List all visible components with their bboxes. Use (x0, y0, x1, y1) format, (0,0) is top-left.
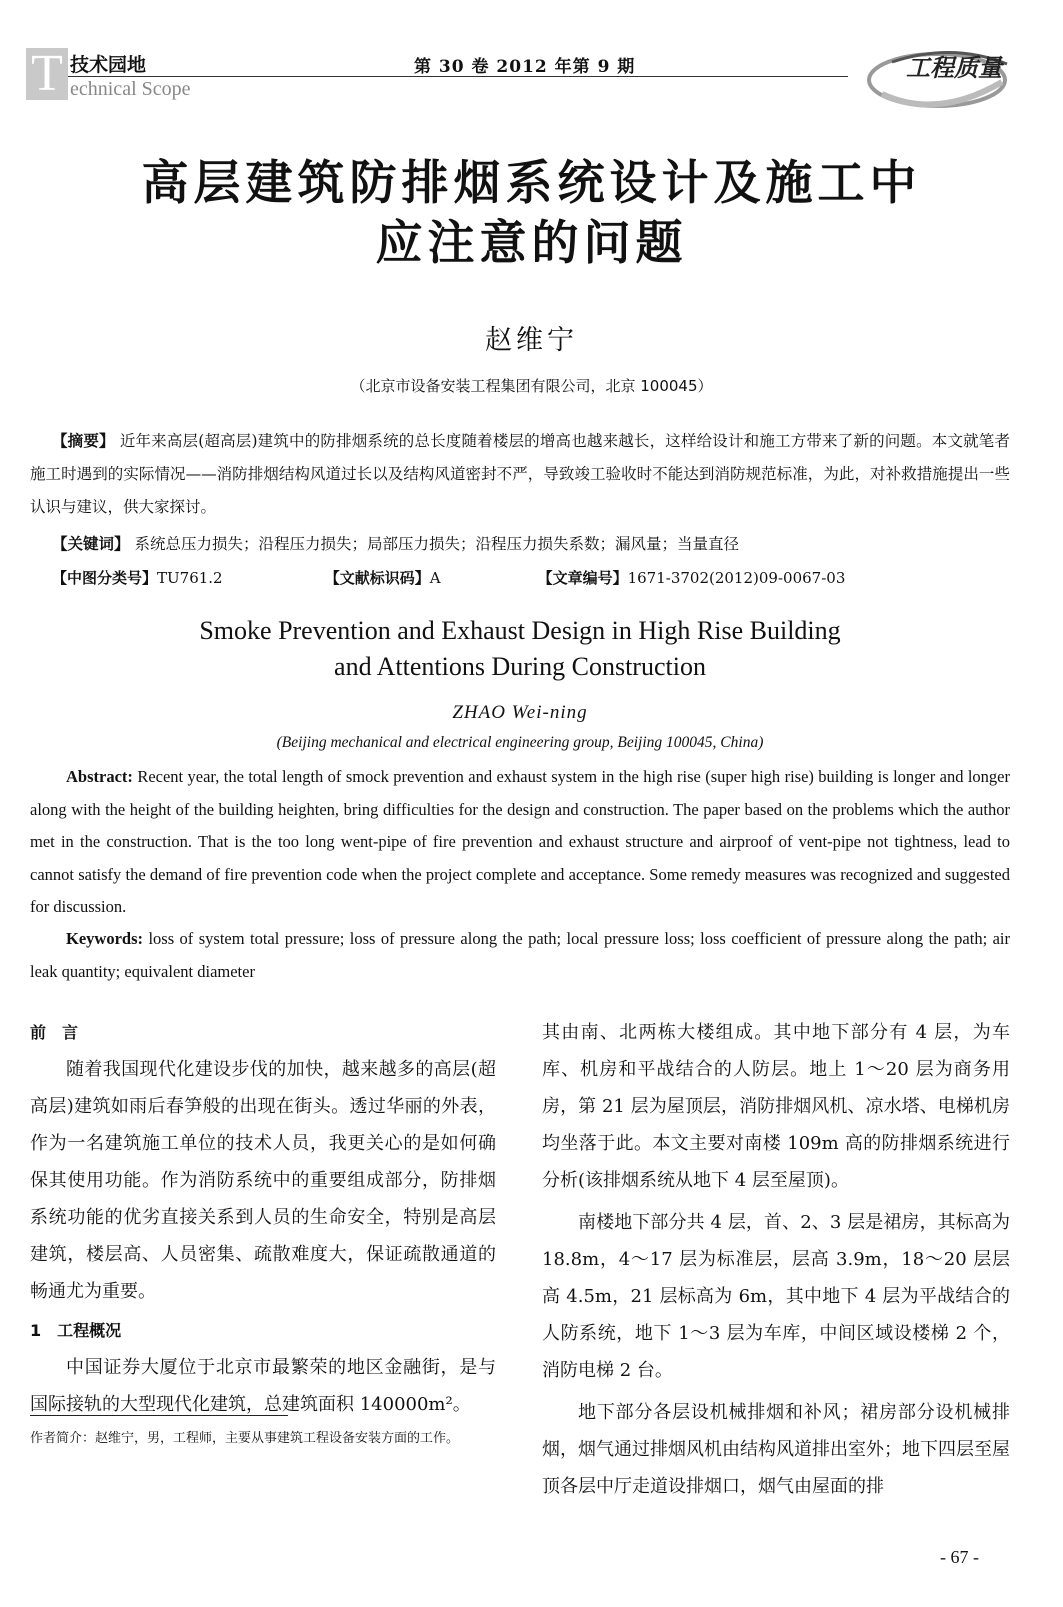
abstract-cn-label: 【摘要】 (52, 432, 115, 450)
keywords-cn-label: 【关键词】 (52, 535, 130, 553)
abstract-en (30, 761, 1010, 924)
journal-logo-text: 工程质量 (906, 54, 1002, 82)
english-title-line1: Smoke Prevention and Exhaust Design in High Rise Building (199, 616, 841, 645)
body-left-column (30, 1014, 496, 1423)
author-footnote: 作者简介：赵维宁，男，工程师，主要从事建筑工程设备安装方面的工作。 (30, 1431, 460, 1446)
section-name-cn: 技术园地 (70, 54, 147, 76)
right-paragraph-2: 南楼地下部分共 4 层，首、2、3 层是裙房，其标高为 18.8m，4～17 层为标准层，层高 3.9m，18～20 层层高 4.5m，21 层标高为 6m，其中地下 4 层为平战结合的人防系统，地下 1～3 层为车库，中间区域设楼梯 2 个，消防电梯 2 台。 (542, 1212, 1010, 1381)
classification-row (52, 562, 1010, 595)
keywords-cn-text: 系统总压力损失；沿程压力损失；局部压力损失；沿程压力损失系数；漏风量；当量直径 (134, 535, 739, 553)
keywords-en-text: loss of system total pressure; loss of pressure along the path; local pressure loss; loss coefficient of pressure along the path; air leak quantity; equivalent diameter (30, 929, 1010, 981)
section-initial-T: T (26, 48, 68, 100)
abstract-en-label: Abstract: (66, 767, 133, 786)
paper-title-line1: 高层建筑防排烟系统设计及施工中 (141, 156, 922, 211)
preface-heading: 前 言 (30, 1023, 79, 1042)
right-paragraph-1: 其由南、北两栋大楼组成。其中地下部分有 4 层，为车库、机房和平战结合的人防层。地上 1～20 层为商务用房，第 21 层为屋顶层，消防排烟风机、凉水塔、电梯机房均坐落于此。本文主要对南楼 109m 高的防排烟系统进行分析(该排烟系统从地下 4 层至屋顶)。 (542, 1022, 1010, 1191)
issue-info: 第 30 卷 2012 年第 9 期 (414, 57, 636, 77)
section-name-en: echnical Scope (70, 78, 191, 100)
clc-label: 【中图分类号】 (52, 569, 158, 587)
english-affiliation: (Beijing mechanical and electrical engineering group, Beijing 100045, China) (276, 734, 764, 751)
section1-paragraph: 中国证券大厦位于北京市最繁荣的地区金融街，是与国际接轨的大型现代化建筑，总建筑面积 140000m²。 (30, 1357, 496, 1415)
author-name: 赵维宁 (485, 325, 578, 356)
paper-title-line2: 应注意的问题 (375, 216, 688, 271)
english-author: ZHAO Wei-ning (452, 702, 588, 723)
footnote-rule (30, 1415, 288, 1416)
author-affiliation: （北京市设备安装工程集团有限公司，北京 100045） (350, 377, 713, 395)
right-paragraph-3: 地下部分各层设机械排烟和补风；裙房部分设机械排烟，烟气通过排烟风机由结构风道排出室外；地下四层至屋顶各层中厅走道设排烟口，烟气由屋面的排 (542, 1402, 1010, 1497)
english-title-line2: and Attentions During Construction (334, 652, 706, 681)
doc-code-label: 【文献标识码】 (324, 569, 430, 587)
abstract-en-text: Recent year, the total length of smock prevention and exhaust system in the high rise (super high rise) building is longer and longer along with the height of the building heighten, bring difficulties for the design and construction. The paper based on the problems which the author met in the construction. That is the too long went-pipe of fire prevention and exhaust structure and airproof of vent-pipe not tightness, lead to cannot satisfy the demand of fire prevention code when the project complete and acceptance. Some remedy measures was recognized and suggested for discussion. (30, 767, 1011, 916)
article-id-value: 1671-3702(2012)09-0067-03 (627, 569, 846, 587)
page-number: - 67 - (940, 1547, 979, 1567)
keywords-en (30, 923, 1010, 988)
keywords-cn (52, 528, 1010, 561)
keywords-en-label: Keywords: (66, 929, 143, 948)
doc-code-value: A (429, 569, 441, 587)
body-right-column (542, 1014, 1010, 1505)
abstract-cn-text: 近年来高层(超高层)建筑中的防排烟系统的总长度随着楼层的增高也越来越长，这样给设计和施工方带来了新的问题。本文就笔者施工时遇到的实际情况——消防排烟结构风道过长以及结构风道密封不严，导致竣工验收时不能达到消防规范标准，为此，对补救措施提出一些认识与建议，供大家探讨。 (30, 432, 1010, 516)
clc-value: TU761.2 (157, 569, 223, 587)
abstract-cn (30, 425, 1010, 524)
preface-paragraph: 随着我国现代化建设步伐的加快，越来越多的高层(超高层)建筑如雨后春笋般的出现在街头。透过华丽的外表，作为一名建筑施工单位的技术人员，我更关心的是如何确保其使用功能。作为消防系统中的重要组成部分，防排烟系统功能的优劣直接关系到人员的生命安全，特别是高层建筑，楼层高、人员密集、疏散难度大，保证疏散通道的畅通尤为重要。 (30, 1059, 496, 1302)
section1-heading: 1 工程概况 (30, 1321, 122, 1340)
article-id-label: 【文章编号】 (537, 569, 628, 587)
